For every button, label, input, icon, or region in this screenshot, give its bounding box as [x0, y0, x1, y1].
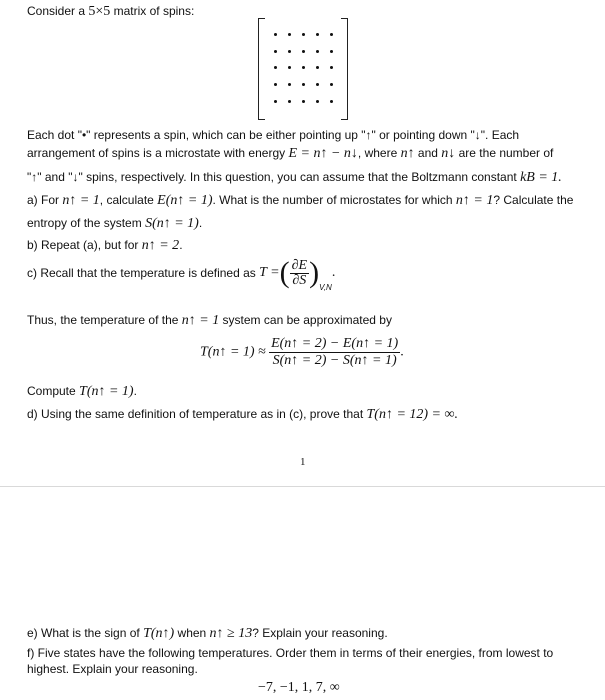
spin-dot — [316, 100, 319, 103]
spin-dot — [302, 100, 305, 103]
description-line-3: "↑" and "↓" spins, respectively. In this question, you can assume that the Boltzmann constant kB = 1. — [27, 170, 562, 185]
description-line-1: Each dot "•" represents a spin, which can be either pointing up "↑" or pointing down "↓". Each — [27, 128, 520, 142]
part-f-line-2: highest. Explain your reasoning. — [27, 662, 198, 676]
left-bracket — [258, 18, 265, 120]
boltzmann-equation: kB = 1. — [520, 170, 562, 185]
spin-dot — [274, 33, 277, 36]
part-d: d) Using the same definition of temperature as in (c), prove that T(n↑ = 12) = ∞. — [27, 407, 458, 422]
spin-matrix — [258, 18, 348, 118]
n-down-symbol: n↓ — [441, 146, 456, 161]
page-number: 1 — [300, 456, 306, 468]
spin-dot — [302, 33, 305, 36]
spin-dot — [274, 83, 277, 86]
spin-dots — [268, 26, 338, 110]
n-up-symbol: n↑ — [400, 146, 415, 161]
temperature-values: −7, −1, 1, 7, ∞ — [258, 680, 340, 695]
spin-dot — [330, 66, 333, 69]
part-f-line-1: f) Five states have the following temperatures. Order them in terms of their energies, from lowest to — [27, 646, 554, 660]
spin-dot — [288, 50, 291, 53]
part-b: b) Repeat (a), but for n↑ = 2. — [27, 238, 183, 253]
spin-dot — [330, 33, 333, 36]
energy-equation: E = n↑ − n↓ — [288, 146, 358, 161]
approx-formula: T(n↑ = 1) ≈ $\frac{E(n↑ = 2) - E(n↑ = 1)}{S(n↑ = 2) - S(n↑ = 1)}$ . — [200, 336, 404, 368]
compute-line: Compute T(n↑ = 1). — [27, 384, 137, 399]
right-paren: ) — [309, 256, 320, 289]
spin-dot — [288, 83, 291, 86]
spin-dot — [288, 100, 291, 103]
matrix-size: 5×5 — [88, 4, 111, 19]
spin-dot — [274, 50, 277, 53]
spin-dot — [330, 100, 333, 103]
spin-dot — [316, 83, 319, 86]
part-a-line-1: a) For n↑ = 1, calculate E(n↑ = 1). What is the number of microstates for which n↑ = 1? Calculate the — [27, 193, 574, 208]
spin-dot — [302, 83, 305, 86]
spin-dot — [302, 66, 305, 69]
approx-fraction: $\frac{E(n↑ = 2) - E(n↑ = 1)}{S(n↑ = 2) - S(n↑ = 1)}$ — [271, 336, 399, 368]
spin-dot — [288, 66, 291, 69]
spin-dot — [274, 66, 277, 69]
description-line-2: arrangement of spins is a microstate with energy E = n↑ − n↓, where n↑ and n↓ are the number of — [27, 146, 554, 161]
spin-dot — [316, 66, 319, 69]
spin-dot — [274, 100, 277, 103]
spin-dot — [316, 33, 319, 36]
spin-dot — [316, 50, 319, 53]
partial-derivative: $\frac{\partial E}{\partial S}$ — [291, 257, 308, 288]
page-divider — [0, 486, 605, 487]
thus-line: Thus, the temperature of the n↑ = 1 system can be approximated by — [27, 313, 392, 328]
intro-line: Consider a 5×5 matrix of spins: — [27, 4, 195, 19]
part-c: c) Recall that the temperature is defined as T =( $\frac{\partial E}{\partial S}$ )$_{V,N}$. — [27, 256, 336, 293]
part-a-line-2: entropy of the system S(n↑ = 1). — [27, 216, 203, 231]
spin-dot — [302, 50, 305, 53]
left-paren: ( — [279, 256, 290, 289]
part-e: e) What is the sign of T(n↑) when n↑ ≥ 13? Explain your reasoning. — [27, 626, 388, 641]
spin-dot — [288, 33, 291, 36]
spin-dot — [330, 83, 333, 86]
right-bracket — [341, 18, 348, 120]
spin-dot — [330, 50, 333, 53]
